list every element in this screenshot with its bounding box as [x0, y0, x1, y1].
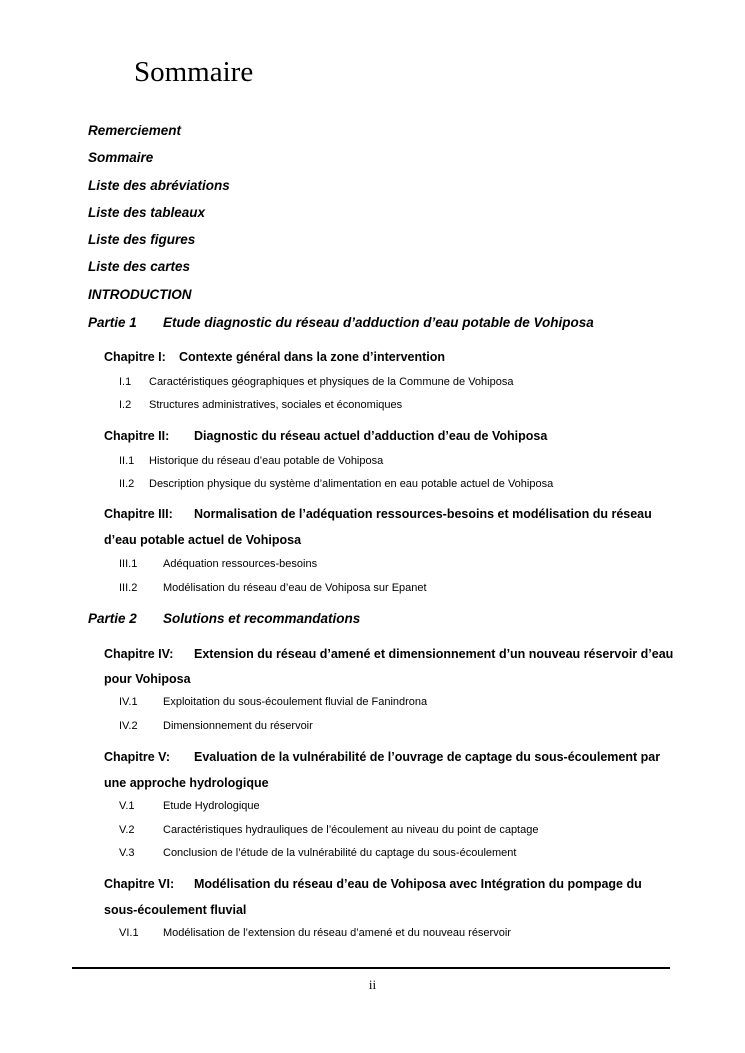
- chapter-label: Chapitre III:: [104, 507, 173, 521]
- section-number: V.1: [119, 800, 135, 812]
- toc-chapter-1[interactable]: [104, 350, 446, 364]
- toc-entry-cartes[interactable]: Liste des cartes: [88, 259, 191, 275]
- section-title: Modélisation du réseau d’eau de Vohiposa sur Epanet: [163, 582, 427, 594]
- chapter-title: Modélisation du réseau d’eau de Vohiposa avec Intégration du pompage du: [194, 877, 642, 891]
- toc-section-III-2[interactable]: [119, 582, 427, 594]
- section-title: Dimensionnement du réservoir: [163, 720, 313, 732]
- section-number: I.2: [119, 399, 132, 411]
- chapter-title-continued: d’eau potable actuel de Vohiposa: [104, 533, 302, 547]
- toc-chapter-4[interactable]: [104, 647, 674, 661]
- part-title: Etude diagnostic du réseau d’adduction d’eau potable de Vohiposa: [163, 315, 594, 330]
- section-number: V.2: [119, 824, 135, 836]
- toc-section-V-1[interactable]: [119, 800, 260, 812]
- toc-entry-abreviations[interactable]: Liste des abréviations: [88, 177, 230, 193]
- chapter-title: Normalisation de l’adéquation ressources-besoins et modélisation du réseau: [194, 507, 652, 521]
- chapter-label: Chapitre IV:: [104, 647, 174, 661]
- chapter-label: Chapitre VI:: [104, 877, 175, 891]
- toc-section-VI-1[interactable]: [119, 927, 511, 939]
- toc-section-V-3[interactable]: [119, 847, 517, 859]
- section-number: IV.1: [119, 696, 138, 708]
- toc-entry-remerciement[interactable]: Remerciement: [88, 123, 182, 138]
- chapter-label: Chapitre I:: [104, 350, 166, 364]
- page-number: ii: [368, 977, 377, 992]
- toc-section-V-2[interactable]: [119, 824, 539, 836]
- chapter-title: Extension du réseau d’amené et dimensionnement d’un nouveau réservoir d’eau: [194, 647, 674, 661]
- section-number: II.1: [119, 455, 135, 467]
- toc-chapter-2[interactable]: [104, 429, 548, 443]
- section-title: Structures administratives, sociales et économiques: [149, 399, 403, 411]
- part-title: Solutions et recommandations: [163, 611, 361, 626]
- section-title: Exploitation du sous-écoulement fluvial de Fanindrona: [163, 696, 428, 708]
- section-title: Modélisation de l’extension du réseau d’amené et du nouveau réservoir: [163, 927, 511, 939]
- section-title: Description physique du système d’alimentation en eau potable actuel de Vohiposa: [149, 478, 554, 490]
- section-title: Adéquation ressources-besoins: [163, 558, 318, 570]
- chapter-label: Chapitre II:: [104, 429, 170, 443]
- section-title: Etude Hydrologique: [163, 800, 260, 812]
- toc-section-I-2[interactable]: [119, 399, 403, 411]
- section-title: Conclusion de l’étude de la vulnérabilité du captage du sous-écoulement: [163, 847, 517, 859]
- toc-section-II-2[interactable]: [119, 478, 554, 490]
- section-number: III.1: [119, 558, 138, 570]
- toc-section-I-1[interactable]: [119, 376, 514, 388]
- toc-section-IV-2[interactable]: [119, 720, 313, 732]
- toc-entry-introduction[interactable]: INTRODUCTION: [88, 286, 192, 302]
- section-number: I.1: [119, 376, 132, 388]
- part-label: Partie 1: [88, 315, 137, 330]
- section-title: Caractéristiques géographiques et physiques de la Commune de Vohiposa: [149, 376, 514, 388]
- toc-entry-sommaire[interactable]: Sommaire: [88, 150, 154, 166]
- chapter-title: Evaluation de la vulnérabilité de l’ouvrage de captage du sous-écoulement par: [194, 750, 661, 764]
- toc-entry-figures[interactable]: Liste des figures: [88, 232, 196, 248]
- chapter-title-continued: une approche hydrologique: [104, 776, 269, 790]
- toc-section-II-1[interactable]: [119, 455, 384, 467]
- part-label: Partie 2: [88, 611, 137, 626]
- chapter-label: Chapitre V:: [104, 750, 170, 764]
- toc-chapter-3[interactable]: [104, 507, 652, 521]
- front-matter-list: [88, 120, 230, 311]
- section-number: II.2: [119, 478, 135, 490]
- section-number: III.2: [119, 582, 138, 594]
- section-title: Caractéristiques hydrauliques de l’écoulement au niveau du point de captage: [163, 824, 539, 836]
- footer-divider: [72, 967, 670, 969]
- chapter-title-continued: pour Vohiposa: [104, 672, 191, 686]
- toc-section-IV-1[interactable]: [119, 696, 428, 708]
- toc-entry-tableaux[interactable]: Liste des tableaux: [88, 204, 206, 220]
- page-title: Sommaire: [134, 56, 254, 88]
- toc-section-III-1[interactable]: [119, 558, 318, 570]
- chapter-title: Diagnostic du réseau actuel d’adduction d’eau de Vohiposa: [194, 429, 548, 443]
- section-number: V.3: [119, 847, 135, 859]
- chapter-title: Contexte général dans la zone d’intervention: [179, 350, 446, 364]
- section-number: VI.1: [119, 927, 139, 939]
- toc-chapter-5[interactable]: [104, 750, 661, 764]
- section-number: IV.2: [119, 720, 138, 732]
- section-title: Historique du réseau d’eau potable de Vohiposa: [149, 455, 384, 467]
- toc-chapter-6[interactable]: [104, 877, 642, 891]
- chapter-title-continued: sous-écoulement fluvial: [104, 903, 247, 917]
